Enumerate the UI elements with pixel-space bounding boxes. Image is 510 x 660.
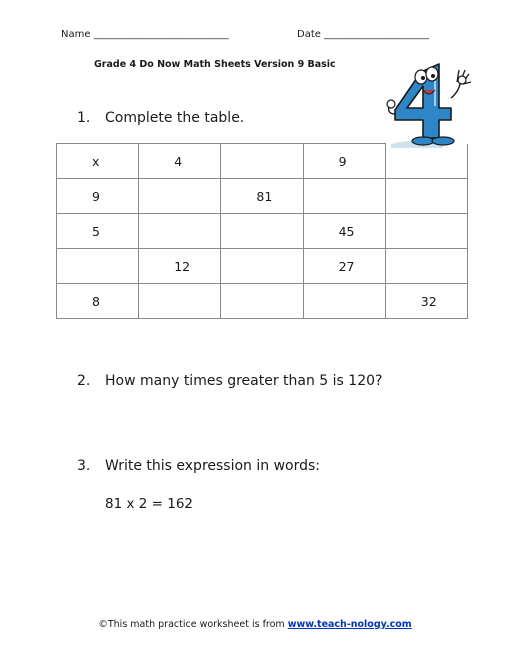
table-cell[interactable] [57, 249, 139, 284]
table-cell: 8 [57, 284, 139, 319]
table-row [57, 249, 468, 284]
table-row [57, 284, 468, 319]
table-cell[interactable] [303, 179, 385, 214]
table-cell[interactable] [139, 284, 221, 319]
table-cell: 9 [303, 144, 385, 179]
footer-link[interactable]: www.teach-nology.com [287, 619, 412, 630]
table-cell[interactable] [385, 249, 467, 284]
table-cell[interactable] [221, 144, 303, 179]
table-cell: 9 [57, 179, 139, 214]
table-row [57, 214, 468, 249]
table-cell[interactable] [385, 144, 467, 179]
number-four-cartoon-icon [383, 58, 475, 148]
multiplication-table [56, 143, 468, 319]
table-cell: 4 [139, 144, 221, 179]
question-2-text: How many times greater than 5 is 120? [105, 373, 383, 389]
table-cell: 12 [139, 249, 221, 284]
question-1-text: Complete the table. [105, 110, 245, 126]
question-3 [77, 458, 320, 474]
table-cell: 45 [303, 214, 385, 249]
table-cell: 27 [303, 249, 385, 284]
table-cell[interactable] [221, 284, 303, 319]
table-cell[interactable] [303, 284, 385, 319]
question-2-number: 2. [77, 373, 91, 389]
name-field: Name ___________________________ [61, 29, 229, 40]
table-cell[interactable] [221, 214, 303, 249]
worksheet-title: Grade 4 Do Now Math Sheets Version 9 Basic [94, 59, 336, 70]
table-cell: 32 [385, 284, 467, 319]
table-cell[interactable] [385, 214, 467, 249]
question-2 [77, 373, 382, 389]
table-cell[interactable] [221, 249, 303, 284]
table-row [57, 179, 468, 214]
footer [0, 619, 510, 630]
question-1 [77, 110, 244, 126]
table-cell: 81 [221, 179, 303, 214]
table-cell[interactable] [139, 179, 221, 214]
table-cell: x [57, 144, 139, 179]
table-cell: 5 [57, 214, 139, 249]
table-row [57, 144, 468, 179]
expression: 81 x 2 = 162 [105, 496, 194, 512]
question-1-number: 1. [77, 110, 91, 126]
table-cell[interactable] [385, 179, 467, 214]
footer-text: ©This math practice worksheet is from [98, 619, 288, 630]
table-cell[interactable] [139, 214, 221, 249]
question-3-text: Write this expression in words: [105, 458, 321, 474]
question-3-number: 3. [77, 458, 91, 474]
date-field: Date _____________________ [297, 29, 430, 40]
